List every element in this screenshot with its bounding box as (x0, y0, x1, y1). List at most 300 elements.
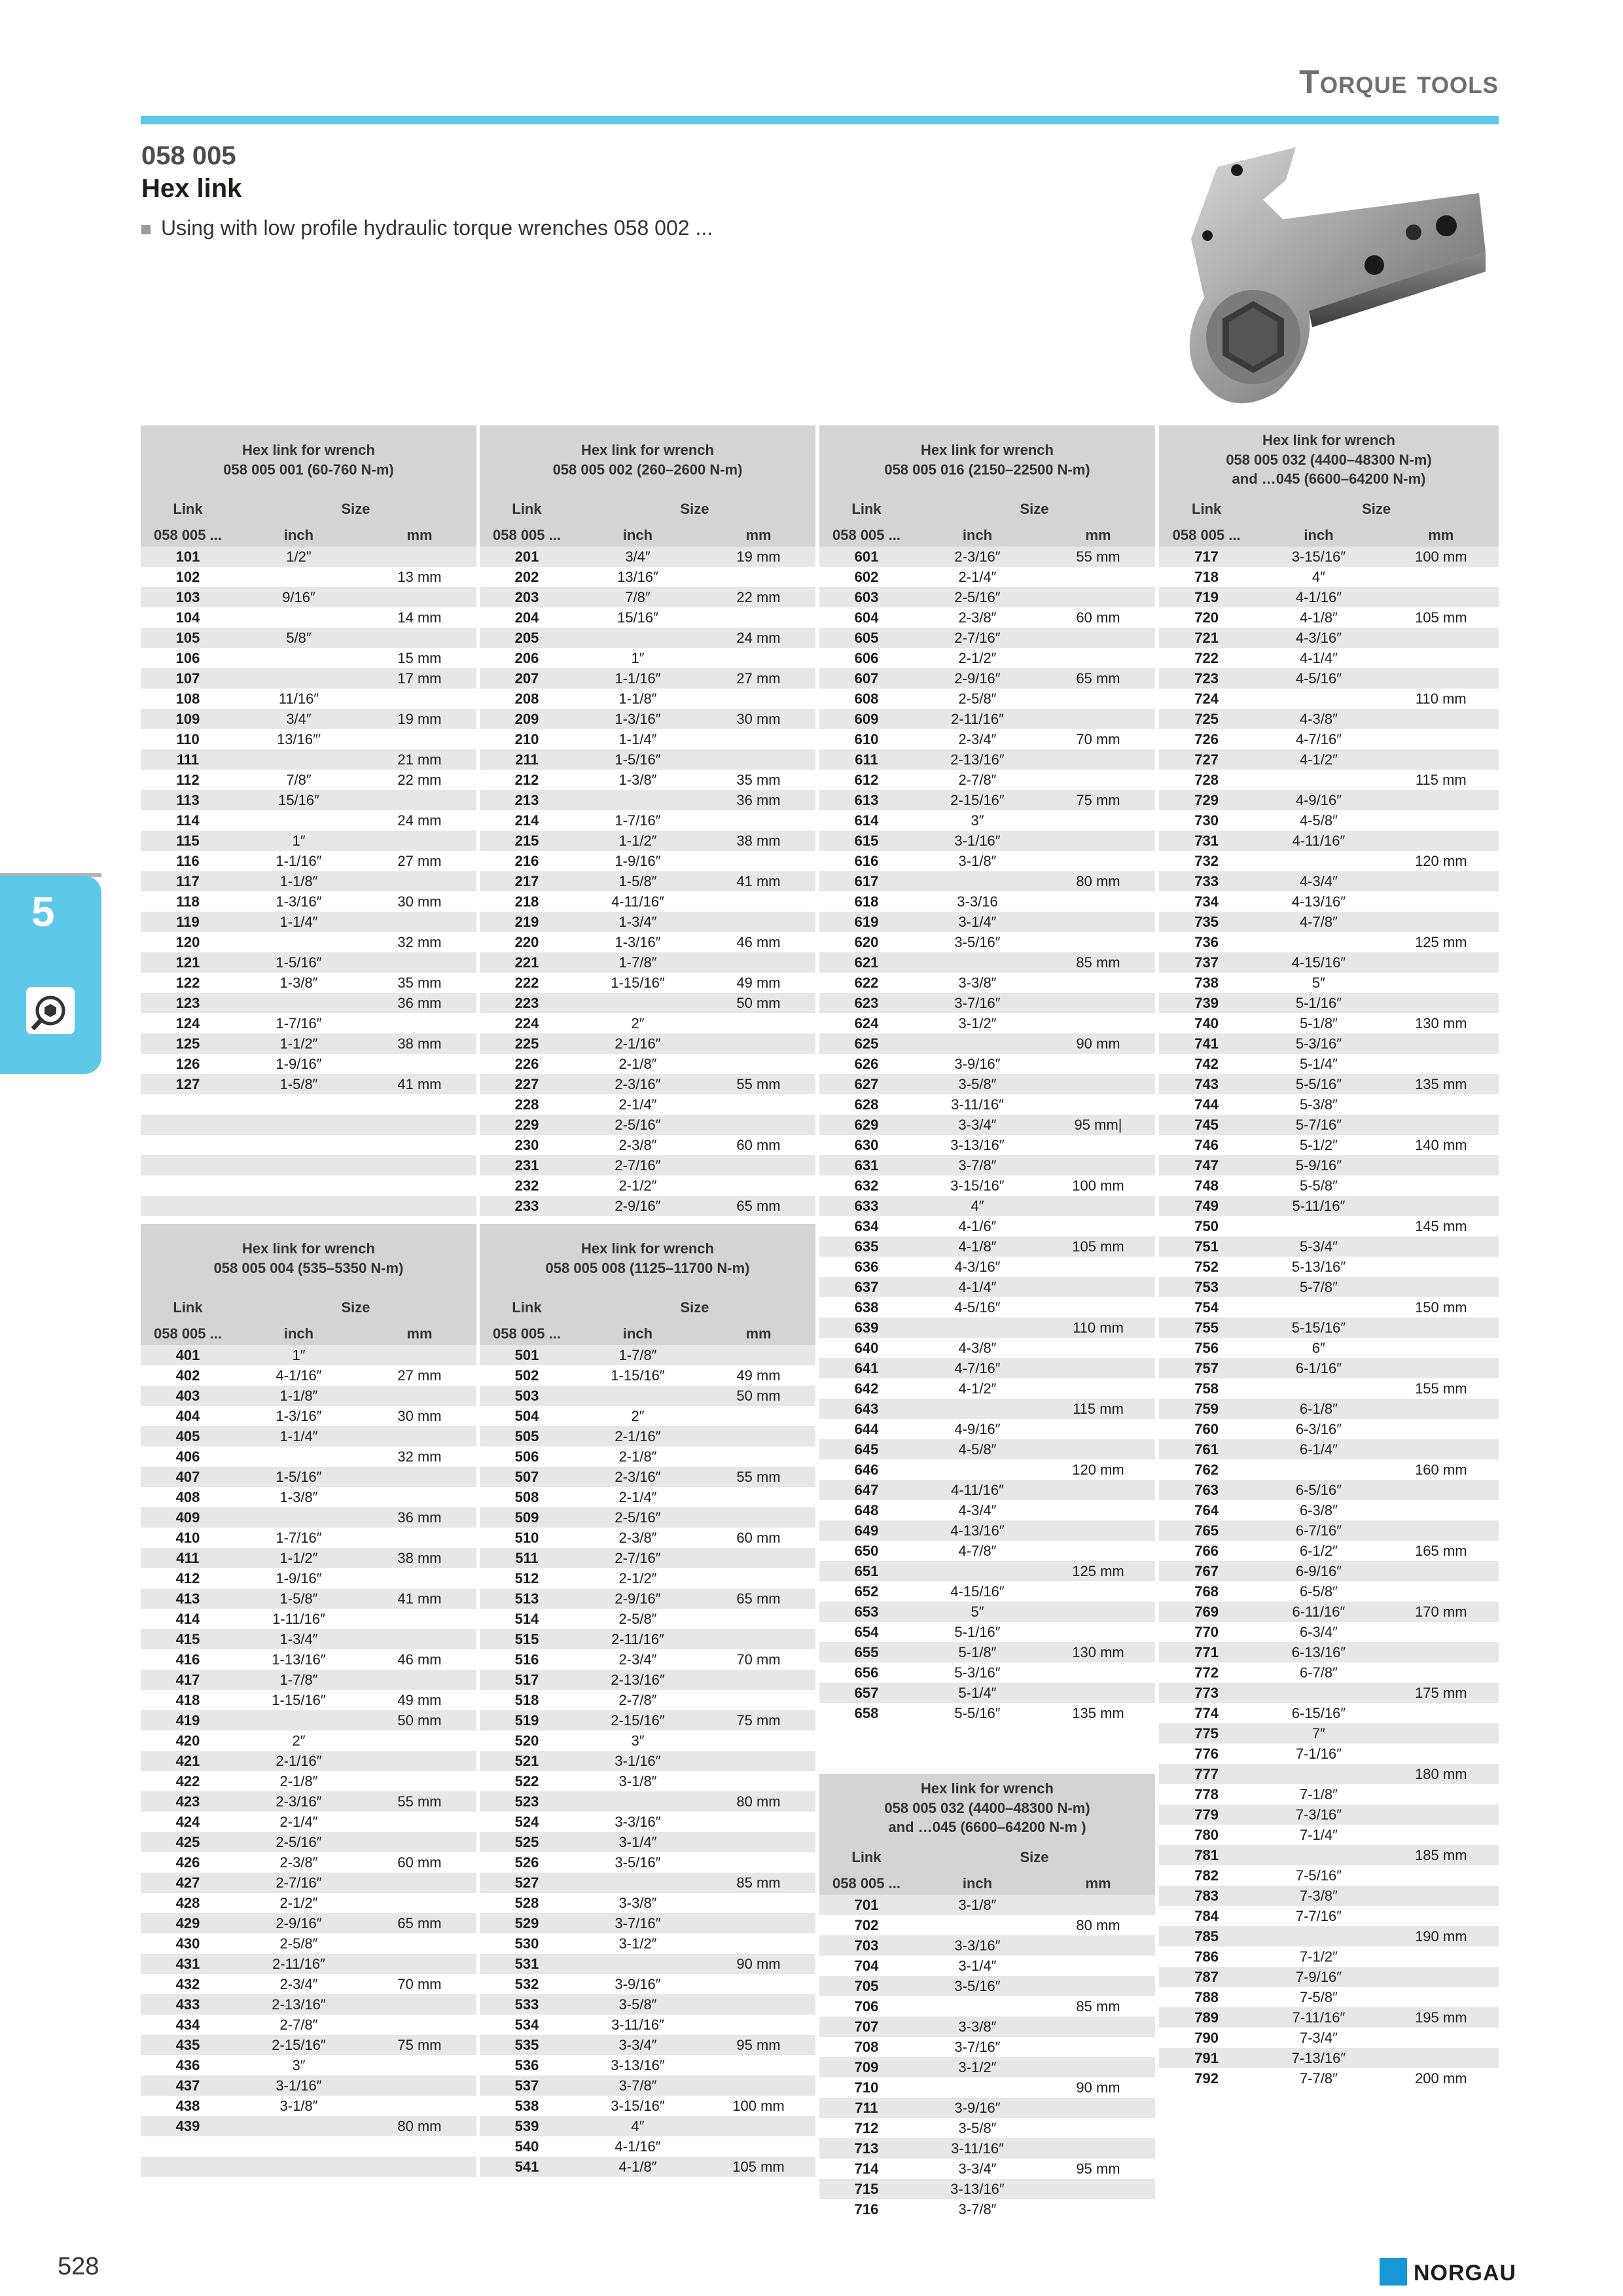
size-mm-cell (363, 2157, 476, 2177)
size-inch-cell (574, 628, 702, 648)
size-mm-cell: 75 mm (363, 2035, 476, 2055)
table-row (480, 1568, 815, 1588)
table-row (480, 1588, 815, 1609)
size-inch-cell: 3-1/8″ (235, 2096, 363, 2116)
size-inch-cell: 1″ (235, 1345, 363, 1365)
link-code-cell: 702 (819, 1915, 914, 1935)
size-mm-cell (363, 1094, 476, 1115)
link-code-cell (141, 1175, 235, 1196)
table-row (1159, 1378, 1499, 1399)
size-inch-cell: 1-9/16″ (574, 851, 702, 871)
size-mm-cell: 49 mm (702, 1365, 815, 1386)
link-code-cell: 110 (141, 729, 235, 749)
link-code-cell: 740 (1159, 1013, 1254, 1033)
table-row (141, 1913, 476, 1933)
size-inch-cell: 1-1/16″ (235, 851, 363, 871)
table-row (141, 1386, 476, 1406)
size-inch-cell: 7-3/4″ (1254, 2028, 1383, 2048)
table-title-line: Hex link for wrench (1262, 431, 1395, 448)
size-inch-cell: 4-13/16″ (914, 1520, 1041, 1541)
table-row (1159, 689, 1499, 709)
size-mm-cell (363, 1731, 476, 1751)
size-mm-cell (1383, 2048, 1499, 2068)
header-rule (141, 116, 1499, 124)
column-header-inch: inch (235, 1323, 363, 1345)
table-row (480, 973, 815, 993)
table-row (480, 1507, 815, 1528)
table-row (141, 891, 476, 912)
size-inch-cell: 5-1/16″ (1254, 993, 1383, 1013)
size-mm-cell (1041, 1358, 1155, 1378)
size-inch-cell: 6-7/16″ (1254, 1520, 1383, 1541)
size-inch-cell (1254, 1460, 1383, 1480)
link-code-cell: 106 (141, 648, 235, 668)
table-row (1159, 871, 1499, 891)
table-row (819, 831, 1155, 851)
column-header-code: 058 005 ... (141, 1323, 235, 1345)
table-row (1159, 1277, 1499, 1297)
table-row (141, 1954, 476, 1974)
table-row (141, 831, 476, 851)
link-code-cell: 729 (1159, 790, 1254, 810)
size-mm-cell (363, 1345, 476, 1365)
size-inch-cell (235, 668, 363, 689)
table-row (1159, 1175, 1499, 1196)
link-code-cell: 201 (480, 547, 574, 567)
size-inch-cell: 3″ (914, 810, 1041, 831)
table-row (480, 770, 815, 790)
link-code-cell: 526 (480, 1852, 574, 1873)
size-inch-cell: 3-7/16″ (914, 2037, 1041, 2057)
size-inch-cell: 7-7/16″ (1254, 1906, 1383, 1926)
size-mm-cell (702, 1155, 815, 1175)
size-inch-cell: 4-3/4″ (914, 1500, 1041, 1520)
size-mm-cell: 100 mm (702, 2096, 815, 2116)
table-title-line: Hex link for wrench (242, 1240, 375, 1257)
size-mm-cell: 55 mm (363, 1791, 476, 1812)
size-inch-cell: 2-9/16″ (914, 668, 1041, 689)
table-row (141, 2075, 476, 2096)
size-inch-cell: 2-13/16″ (914, 749, 1041, 770)
size-mm-cell: 80 mm (363, 2116, 476, 2136)
size-inch-cell: 2-3/8″ (235, 1852, 363, 1873)
table-row (819, 749, 1155, 770)
link-code-cell: 541 (480, 2157, 574, 2177)
size-inch-cell: 5-5/16″ (914, 1703, 1041, 1723)
table-row (141, 1609, 476, 1629)
size-mm-cell (702, 1609, 815, 1629)
size-mm-cell: 95 mm (702, 2035, 815, 2055)
link-code-cell: 790 (1159, 2028, 1254, 2048)
size-mm-cell (363, 1528, 476, 1548)
size-inch-cell: 4-5/16″ (1254, 668, 1383, 689)
size-mm-cell: 55 mm (702, 1074, 815, 1094)
size-mm-cell (363, 1155, 476, 1175)
link-code-cell: 101 (141, 547, 235, 567)
link-code-cell: 202 (480, 567, 574, 587)
size-mm-cell (363, 871, 476, 891)
size-mm-cell (702, 1426, 815, 1446)
size-inch-cell (574, 1954, 702, 1974)
size-mm-cell: 65 mm (702, 1196, 815, 1216)
size-inch-cell: 4-1/8″ (1254, 607, 1383, 628)
link-code-cell: 521 (480, 1751, 574, 1771)
link-code-cell: 785 (1159, 1926, 1254, 1946)
size-mm-cell (1383, 1804, 1499, 1825)
size-mm-cell: 135 mm (1383, 1074, 1499, 1094)
link-code-cell: 429 (141, 1913, 235, 1933)
table-row (141, 1033, 476, 1054)
table-row (480, 1115, 815, 1135)
link-code-cell: 602 (819, 567, 914, 587)
size-inch-cell (235, 648, 363, 668)
size-inch-cell: 2-1/4″ (574, 1487, 702, 1507)
size-inch-cell: 1-7/16″ (574, 810, 702, 831)
hex-link-product-image (1178, 141, 1492, 416)
table-row (480, 1446, 815, 1467)
table-row (819, 871, 1155, 891)
size-mm-cell (1041, 1935, 1155, 1956)
link-code-cell: 651 (819, 1561, 914, 1581)
table-row (1159, 1318, 1499, 1338)
link-code-cell: 501 (480, 1345, 574, 1365)
size-inch-cell: 4-1/4″ (1254, 648, 1383, 668)
size-inch-cell: 2-9/16″ (574, 1588, 702, 1609)
size-inch-cell: 1-3/16″ (574, 709, 702, 729)
size-inch-cell (235, 749, 363, 770)
size-mm-cell: 80 mm (1041, 1915, 1155, 1935)
table-title (141, 425, 476, 494)
table-row (141, 1690, 476, 1710)
link-code-cell: 108 (141, 689, 235, 709)
size-mm-cell (1383, 891, 1499, 912)
size-inch-cell: 3-3/8″ (914, 973, 1041, 993)
link-code-cell: 411 (141, 1548, 235, 1568)
size-mm-cell: 35 mm (702, 770, 815, 790)
table-row (819, 628, 1155, 648)
size-inch-cell: 4″ (1254, 567, 1383, 587)
link-code-cell (141, 2157, 235, 2177)
size-inch-cell (574, 790, 702, 810)
link-code-cell: 723 (1159, 668, 1254, 689)
link-code-cell: 433 (141, 1994, 235, 2015)
size-mm-cell (702, 607, 815, 628)
link-code-cell: 435 (141, 2035, 235, 2055)
table-row (141, 1791, 476, 1812)
table-row (819, 2098, 1155, 2118)
table-row (141, 912, 476, 932)
link-code-cell: 535 (480, 2035, 574, 2055)
table-row (480, 1365, 815, 1386)
size-inch-cell: 3-15/16″ (574, 2096, 702, 2116)
size-mm-cell: 75 mm (1041, 790, 1155, 810)
size-inch-cell: 2-7/16″ (914, 628, 1041, 648)
size-mm-cell (702, 648, 815, 668)
size-mm-cell: 85 mm (1041, 952, 1155, 973)
size-inch-cell (235, 932, 363, 952)
size-mm-cell (363, 1812, 476, 1832)
table-row (1159, 1338, 1499, 1358)
table-row (480, 1426, 815, 1446)
table-row (1159, 1439, 1499, 1460)
size-inch-cell: 15/16″ (235, 790, 363, 810)
table-row (1159, 567, 1499, 587)
size-inch-cell (1254, 770, 1383, 790)
link-code-cell: 213 (480, 790, 574, 810)
size-mm-cell (1041, 1662, 1155, 1683)
size-mm-cell (1383, 1561, 1499, 1581)
table-row (141, 547, 476, 567)
size-inch-cell: 4-15/16″ (1254, 952, 1383, 973)
size-mm-cell: 32 mm (363, 932, 476, 952)
size-mm-cell: 24 mm (702, 628, 815, 648)
link-code-cell: 759 (1159, 1399, 1254, 1419)
table-title-line: Hex link for wrench (242, 441, 375, 458)
size-mm-cell (363, 1115, 476, 1135)
table-row (819, 952, 1155, 973)
size-inch-cell (1254, 1764, 1383, 1784)
size-inch-cell: 2-15/16″ (914, 790, 1041, 810)
size-inch-cell: 6-11/16″ (1254, 1602, 1383, 1622)
link-code-cell: 402 (141, 1365, 235, 1386)
table-row (819, 587, 1155, 607)
table-row (819, 2199, 1155, 2219)
link-code-cell: 203 (480, 587, 574, 607)
link-code-cell: 635 (819, 1236, 914, 1257)
link-code-cell: 727 (1159, 749, 1254, 770)
size-mm-cell (1041, 831, 1155, 851)
size-inch-cell: 3-9/16″ (914, 2098, 1041, 2118)
link-code-cell: 630 (819, 1135, 914, 1155)
link-code-cell: 721 (1159, 628, 1254, 648)
table-row (1159, 810, 1499, 831)
size-inch-cell (235, 810, 363, 831)
link-code-cell (141, 1115, 235, 1135)
size-mm-cell (1041, 1581, 1155, 1602)
size-mm-cell (1383, 729, 1499, 749)
column-header-size: Size (235, 494, 476, 524)
column-header-link: Link (819, 1842, 914, 1873)
size-mm-cell (1383, 1277, 1499, 1297)
table-row (141, 1852, 476, 1873)
table-row (819, 1935, 1155, 1956)
size-mm-cell (1383, 1825, 1499, 1845)
hex-link-table (1159, 425, 1499, 2089)
size-mm-cell (1041, 770, 1155, 790)
size-mm-cell (1383, 871, 1499, 891)
table-row (1159, 1865, 1499, 1886)
size-mm-cell (702, 2075, 815, 2096)
size-inch-cell: 5-3/4″ (1254, 1236, 1383, 1257)
size-inch-cell: 2-11/16″ (574, 1629, 702, 1649)
table-row (819, 1996, 1155, 2017)
table-row (480, 1074, 815, 1094)
link-code-cell: 760 (1159, 1419, 1254, 1439)
link-code-cell: 207 (480, 668, 574, 689)
chapter-tab[interactable] (0, 876, 101, 1074)
column-header-mm: mm (1041, 524, 1155, 547)
size-inch-cell: 3-5/8″ (914, 2118, 1041, 2138)
table-row (1159, 770, 1499, 790)
size-inch-cell: 7-1/2″ (1254, 1946, 1383, 1967)
size-mm-cell (1383, 587, 1499, 607)
table-row (141, 1507, 476, 1528)
link-code-cell: 632 (819, 1175, 914, 1196)
size-mm-cell: 30 mm (363, 1406, 476, 1426)
table-row (480, 1609, 815, 1629)
table-title-line: Hex link for wrench (581, 441, 714, 458)
size-mm-cell: 125 mm (1383, 932, 1499, 952)
table-row (819, 1216, 1155, 1236)
link-code-cell: 414 (141, 1609, 235, 1629)
size-mm-cell (363, 1568, 476, 1588)
table-row (819, 993, 1155, 1013)
column-header-link: Link (141, 494, 235, 524)
table-row (480, 2096, 815, 2116)
link-code-cell: 614 (819, 810, 914, 831)
table-row (819, 1297, 1155, 1318)
table-row (141, 1548, 476, 1568)
link-code-cell: 103 (141, 587, 235, 607)
size-inch-cell: 2-3/4″ (235, 1974, 363, 1994)
size-mm-cell: 165 mm (1383, 1541, 1499, 1561)
link-code-cell: 105 (141, 628, 235, 648)
size-inch-cell: 4-3/8″ (1254, 709, 1383, 729)
size-inch-cell (235, 1115, 363, 1135)
table-row (480, 2136, 815, 2157)
table-row (141, 1710, 476, 1731)
link-code-cell: 782 (1159, 1865, 1254, 1886)
column-header-size: Size (1254, 494, 1499, 524)
size-mm-cell (702, 1812, 815, 1832)
table-title-line: 058 005 032 (4400–48300 N-m) (884, 1799, 1090, 1816)
table-row (819, 1419, 1155, 1439)
link-code-cell: 124 (141, 1013, 235, 1033)
table-row (819, 1175, 1155, 1196)
size-mm-cell (1383, 1480, 1499, 1500)
size-inch-cell: 2-11/16″ (914, 709, 1041, 729)
table-row (480, 993, 815, 1013)
link-code-cell: 412 (141, 1568, 235, 1588)
table-row (819, 1976, 1155, 1996)
size-inch-cell (1254, 1216, 1383, 1236)
size-mm-cell (702, 1033, 815, 1054)
table-row (480, 1345, 815, 1365)
table-row (141, 851, 476, 871)
hex-link-tables (141, 425, 1499, 2232)
table-row (141, 932, 476, 952)
column-header-size: Size (235, 1293, 476, 1323)
table-row (1159, 1825, 1499, 1845)
table-row (480, 1033, 815, 1054)
size-mm-cell (702, 912, 815, 932)
table-row (480, 912, 815, 932)
size-inch-cell: 2″ (235, 1731, 363, 1751)
size-inch-cell: 2-11/16″ (235, 1954, 363, 1974)
link-code-cell: 224 (480, 1013, 574, 1033)
size-mm-cell (363, 1467, 476, 1487)
table-row (1159, 1622, 1499, 1642)
link-code-cell: 230 (480, 1135, 574, 1155)
size-mm-cell (702, 567, 815, 587)
size-inch-cell: 3-5/16″ (914, 1976, 1041, 1996)
table-row (819, 1541, 1155, 1561)
table-row (1159, 932, 1499, 952)
size-inch-cell (914, 952, 1041, 973)
table-row (480, 1974, 815, 1994)
size-inch-cell: 1-1/8″ (235, 871, 363, 891)
link-code-cell: 758 (1159, 1378, 1254, 1399)
size-mm-cell (702, 1054, 815, 1074)
size-inch-cell (1254, 1683, 1383, 1703)
column-header-link: Link (819, 494, 914, 524)
table-row (1159, 1115, 1499, 1135)
size-inch-cell: 3-13/16″ (574, 2055, 702, 2075)
size-mm-cell (363, 1135, 476, 1155)
table-row (1159, 607, 1499, 628)
link-code-cell: 216 (480, 851, 574, 871)
link-code-cell: 404 (141, 1406, 235, 1426)
link-code-cell: 637 (819, 1277, 914, 1297)
size-mm-cell (1383, 749, 1499, 770)
size-inch-cell (235, 1196, 363, 1216)
link-code-cell: 113 (141, 790, 235, 810)
table-row (141, 2015, 476, 2035)
size-inch-cell: 2-15/16″ (574, 1710, 702, 1731)
link-code-cell (141, 1155, 235, 1175)
table-row (819, 2057, 1155, 2077)
table-row (480, 790, 815, 810)
link-code-cell: 514 (480, 1609, 574, 1629)
link-code-cell: 222 (480, 973, 574, 993)
size-mm-cell: 30 mm (363, 891, 476, 912)
table-row (480, 1852, 815, 1873)
size-inch-cell: 1-1/4″ (235, 912, 363, 932)
size-inch-cell: 6-1/16″ (1254, 1358, 1383, 1378)
table-row (819, 1439, 1155, 1460)
table-row (1159, 1581, 1499, 1602)
size-inch-cell: 5-1/16″ (914, 1622, 1041, 1642)
table-title-line: Hex link for wrench (921, 1780, 1054, 1797)
size-mm-cell: 50 mm (702, 1386, 815, 1406)
size-inch-cell: 7-1/16″ (1254, 1744, 1383, 1764)
column-header-link: Link (480, 1293, 574, 1323)
size-mm-cell (1041, 1257, 1155, 1277)
table-row (141, 1487, 476, 1507)
table-row (141, 1467, 476, 1487)
size-mm-cell (363, 2015, 476, 2035)
size-inch-cell: 3-9/16″ (914, 1054, 1041, 1074)
size-inch-cell: 5-3/8″ (1254, 1094, 1383, 1115)
link-code-cell: 510 (480, 1528, 574, 1548)
size-inch-cell: 2-5/8″ (235, 1933, 363, 1954)
link-code-cell: 405 (141, 1426, 235, 1446)
table-row (480, 1386, 815, 1406)
size-inch-cell: 5-1/4″ (914, 1683, 1041, 1703)
link-code-cell: 410 (141, 1528, 235, 1548)
size-inch-cell: 3-1/4″ (574, 1832, 702, 1852)
link-code-cell: 640 (819, 1338, 914, 1358)
link-code-cell: 626 (819, 1054, 914, 1074)
size-mm-cell (702, 952, 815, 973)
table-row (819, 1642, 1155, 1662)
table-row (1159, 1480, 1499, 1500)
size-inch-cell: 4-11/16″ (914, 1480, 1041, 1500)
size-mm-cell (1041, 2098, 1155, 2118)
size-inch-cell: 6-3/16″ (1254, 1419, 1383, 1439)
link-code-cell: 211 (480, 749, 574, 770)
link-code-cell: 417 (141, 1670, 235, 1690)
